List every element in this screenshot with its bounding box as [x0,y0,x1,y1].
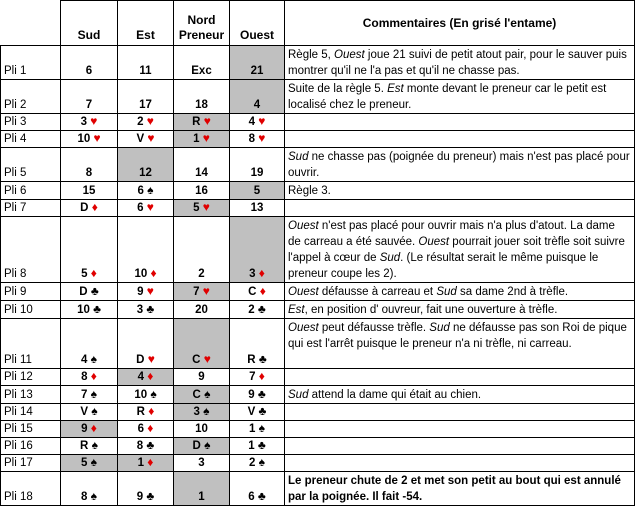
card-ouest [230,438,285,455]
card-nord [174,319,230,369]
spade-suit-icon: ♠ [147,183,154,197]
spade-suit-icon: ♠ [150,387,157,401]
comment: Le preneur chute de 2 et met son petit au bout qui est annulé par la poignée. Il fait -54. [285,472,635,506]
card-nord [174,421,230,438]
diamond-suit-icon: ♦ [258,369,265,383]
comment [285,438,635,455]
card-est [118,217,174,283]
card-ouest [230,421,285,438]
spade-suit-icon: ♠ [90,387,97,401]
card-value: R [192,116,201,128]
card-value: C [248,286,257,298]
card-est [118,46,174,80]
card-value: 9 [136,491,144,503]
card-ouest [230,114,285,131]
comment: Suite de la règle 5. Est monte devant le preneur car le petit est localisé chez le preneur. [285,80,635,114]
club-suit-icon: ♣ [257,438,266,452]
card-value: C [192,389,201,401]
card-value: D [136,354,145,366]
card-value: 7 [81,389,88,401]
card-est [118,182,174,200]
diamond-suit-icon: ♦ [90,421,97,435]
card-value: 9 [198,371,205,383]
card-value: 8 [136,440,144,452]
trick-label: Pli 14 [1,404,61,421]
trick-label: Pli 5 [1,148,61,182]
card-nord [174,404,230,421]
club-suit-icon: ♣ [146,489,155,503]
diamond-suit-icon: ♦ [91,200,98,214]
card-est [118,438,174,455]
trick-row [1,114,635,131]
card-ouest [230,404,285,421]
trick-label: Pli 1 [1,46,61,80]
card-ouest [230,472,285,506]
heart-suit-icon: ♥ [203,352,211,366]
card-nord [174,80,230,114]
diamond-suit-icon: ♦ [150,266,157,280]
spade-suit-icon: ♠ [90,455,97,469]
card-value: D [192,440,201,452]
card-value: 7 [249,371,256,383]
card-value: 17 [139,99,152,111]
spade-suit-icon: ♠ [90,352,97,366]
trick-row [1,80,635,114]
card-value: 6 [137,423,145,435]
heart-suit-icon: ♥ [146,114,154,128]
card-value: 4 [137,371,145,383]
trick-rows [1,46,635,506]
trick-row [1,217,635,283]
card-ouest [230,283,285,301]
card-value: 2 [137,116,144,128]
club-suit-icon: ♣ [93,302,101,316]
club-suit-icon: ♣ [257,387,266,401]
trick-row [1,148,635,182]
card-sud [61,301,118,319]
header-nord-preneur: Nord Preneur [174,1,230,46]
card-sud [61,148,118,182]
card-value: 1 [249,423,256,435]
trick-row [1,386,635,404]
card-nord [174,455,230,472]
card-ouest [230,319,285,369]
card-value: 9 [248,389,255,401]
card-value: V [136,133,145,145]
card-value: 4 [253,99,261,111]
card-value: 10 [134,268,148,280]
comment [285,455,635,472]
card-ouest [230,386,285,404]
card-value: 10 [134,389,148,401]
card-est [118,114,174,131]
card-value: 3 [249,268,256,280]
card-ouest [230,369,285,386]
card-value: 8 [81,371,88,383]
spade-suit-icon: ♠ [204,438,211,452]
heart-suit-icon: ♥ [90,114,98,128]
card-est [118,472,174,506]
club-suit-icon: ♣ [146,438,155,452]
card-value: 3 [193,406,200,418]
trick-row [1,46,635,80]
card-sud [61,283,118,301]
card-est [118,131,174,148]
card-value: 10 [77,304,90,316]
card-sud [61,386,118,404]
card-sud [61,404,118,421]
card-value: 6 [137,202,144,214]
heart-suit-icon: ♥ [147,352,155,366]
card-sud [61,421,118,438]
header-ouest: Ouest [230,1,285,46]
card-value: 7 [193,286,200,298]
spade-suit-icon: ♠ [204,387,211,401]
comment: Ouest peut défausse trèfle. Sud ne défausse pas son Roi de pique qui est l'arrêt puisque le preneur n'a ni trèfle, ni carreau. [285,319,635,369]
card-value: Exc [191,65,212,77]
trick-row [1,369,635,386]
card-nord [174,386,230,404]
card-value: 6 [137,185,144,197]
header-row [1,1,635,46]
card-value: D [79,286,88,298]
card-value: 14 [195,167,208,179]
card-value: 9 [137,286,144,298]
comment [285,421,635,438]
spade-suit-icon: ♠ [258,421,265,435]
card-value: 5 [81,457,88,469]
card-value: 6 [85,65,93,77]
card-sud [61,200,118,217]
spade-suit-icon: ♠ [91,404,98,418]
card-value: 10 [195,423,208,435]
card-value: 2 [198,268,205,280]
club-suit-icon: ♣ [257,489,266,503]
card-value: 16 [195,185,208,197]
diamond-suit-icon: ♦ [147,421,154,435]
card-value: 8 [248,133,256,145]
card-sud [61,455,118,472]
card-value: C [192,354,201,366]
card-value: 8 [85,167,93,179]
card-value: 1 [198,491,205,503]
card-sud [61,46,118,80]
card-ouest [230,200,285,217]
card-value: 1 [193,133,200,145]
trick-row [1,421,635,438]
card-ouest [230,301,285,319]
card-ouest [230,182,285,200]
trick-row [1,131,635,148]
card-sud [61,80,118,114]
trick-label: Pli 9 [1,283,61,301]
card-value: 3 [136,304,144,316]
trick-label: Pli 10 [1,301,61,319]
card-value: 1 [137,457,145,469]
card-nord [174,283,230,301]
comment: Règle 5, Ouest joue 21 suivi de petit atout pair, pour le sauver puis montrer qu'il ne l'a pas et qu'il ne chasse pas. [285,46,635,80]
diamond-suit-icon: ♦ [258,266,265,280]
card-value: 1 [248,440,255,452]
card-value: 10 [77,133,91,145]
card-value: 15 [82,185,96,197]
card-value: 4 [248,116,256,128]
diamond-suit-icon: ♦ [259,284,266,298]
trick-label: Pli 17 [1,455,61,472]
card-est [118,404,174,421]
card-sud [61,217,118,283]
trick-row [1,319,635,369]
card-nord [174,301,230,319]
card-value: R [247,354,256,366]
card-est [118,80,174,114]
card-est [118,283,174,301]
card-nord [174,472,230,506]
heart-suit-icon: ♥ [203,114,211,128]
comment: Sud ne chasse pas (poignée du preneur) mais n'est pas placé pour ouvrir. [285,148,635,182]
comment [285,369,635,386]
card-nord [174,182,230,200]
card-est [118,421,174,438]
comment [285,200,635,217]
card-value: 13 [250,202,264,214]
card-nord [174,114,230,131]
trick-label: Pli 18 [1,472,61,506]
spade-suit-icon: ♠ [90,489,97,503]
trick-row [1,455,635,472]
diamond-suit-icon: ♦ [148,404,155,418]
card-value: V [247,406,256,418]
diamond-suit-icon: ♦ [147,455,154,469]
card-value: 5 [253,185,261,197]
comment: Ouest défausse à carreau et Sud sa dame 2nd à trèfle. [285,283,635,301]
club-suit-icon: ♣ [258,352,267,366]
header-est: Est [118,1,174,46]
card-ouest [230,148,285,182]
card-nord [174,438,230,455]
card-value: 20 [195,304,208,316]
card-value: 2 [249,457,256,469]
header-commentaires: Commentaires (En grisé l'entame) [285,1,635,46]
card-nord [174,131,230,148]
trick-label: Pli 6 [1,182,61,200]
card-sud [61,438,118,455]
heart-suit-icon: ♥ [147,131,155,145]
card-value: 3 [198,457,205,469]
card-value: 2 [248,304,255,316]
heart-suit-icon: ♥ [202,131,210,145]
card-value: 5 [193,202,200,214]
card-nord [174,148,230,182]
card-value: 3 [80,116,88,128]
club-suit-icon: ♣ [90,284,99,298]
card-est [118,148,174,182]
card-value: 5 [81,268,88,280]
card-ouest [230,131,285,148]
card-est [118,386,174,404]
card-sud [61,319,118,369]
card-value: 12 [139,167,152,179]
card-ouest [230,46,285,80]
trick-label: Pli 12 [1,369,61,386]
heart-suit-icon: ♥ [146,200,154,214]
card-sud [61,472,118,506]
card-est [118,200,174,217]
card-sud [61,369,118,386]
heart-suit-icon: ♥ [93,131,101,145]
trick-label: Pli 7 [1,200,61,217]
card-ouest [230,217,285,283]
comment: Règle 3. [285,182,635,200]
club-suit-icon: ♣ [258,404,267,418]
card-est [118,369,174,386]
trick-row [1,404,635,421]
card-value: 8 [81,491,88,503]
spade-suit-icon: ♠ [91,438,98,452]
card-value: 21 [250,65,264,77]
card-sud [61,131,118,148]
trick-label: Pli 11 [1,319,61,369]
card-nord [174,217,230,283]
comment [285,114,635,131]
heart-suit-icon: ♥ [258,131,266,145]
card-value: R [136,406,145,418]
card-value: 4 [81,354,88,366]
comment [285,131,635,148]
trick-label: Pli 15 [1,421,61,438]
trick-label: Pli 4 [1,131,61,148]
card-value: D [80,202,89,214]
diamond-suit-icon: ♦ [90,266,97,280]
trick-row [1,301,635,319]
header-sud: Sud [61,1,118,46]
heart-suit-icon: ♥ [202,200,210,214]
club-suit-icon: ♣ [146,302,155,316]
card-est [118,301,174,319]
trick-row [1,182,635,200]
card-ouest [230,80,285,114]
trick-label: Pli 16 [1,438,61,455]
trick-label: Pli 13 [1,386,61,404]
trick-row [1,472,635,506]
card-value: 19 [250,167,264,179]
card-value: R [80,440,89,452]
card-nord [174,200,230,217]
trick-row [1,438,635,455]
comment: Ouest n'est pas placé pour ouvrir mais n'a plus d'atout. La dame de carreau a été sauvée. Ouest pourrait jouer soit trèfle soit suivre l'appel à cœur de Sud. (Le résultat serait le même puisque le preneur coupe les 2). [285,217,635,283]
trick-row [1,283,635,301]
comment [285,404,635,421]
header-pli [1,1,61,46]
diamond-suit-icon: ♦ [90,369,97,383]
comment: Sud attend la dame qui était au chien. [285,386,635,404]
card-ouest [230,455,285,472]
card-value: 7 [85,99,93,111]
card-est [118,319,174,369]
card-value: V [80,406,89,418]
card-est [118,455,174,472]
spade-suit-icon: ♠ [258,455,265,469]
diamond-suit-icon: ♦ [147,369,154,383]
card-value: 6 [248,491,255,503]
card-sud [61,114,118,131]
card-nord [174,46,230,80]
card-value: 18 [195,99,208,111]
card-sud [61,182,118,200]
card-nord [174,369,230,386]
club-suit-icon: ♣ [257,302,266,316]
heart-suit-icon: ♥ [146,284,154,298]
trick-label: Pli 2 [1,80,61,114]
card-value: 9 [81,423,88,435]
trick-row [1,200,635,217]
heart-suit-icon: ♥ [202,284,210,298]
spade-suit-icon: ♠ [203,404,210,418]
card-value: 11 [139,65,152,77]
trick-label: Pli 8 [1,217,61,283]
heart-suit-icon: ♥ [258,114,266,128]
trick-label: Pli 3 [1,114,61,131]
comment: Est, en position d' ouvreur, fait une ouverture à trèfle. [285,301,635,319]
